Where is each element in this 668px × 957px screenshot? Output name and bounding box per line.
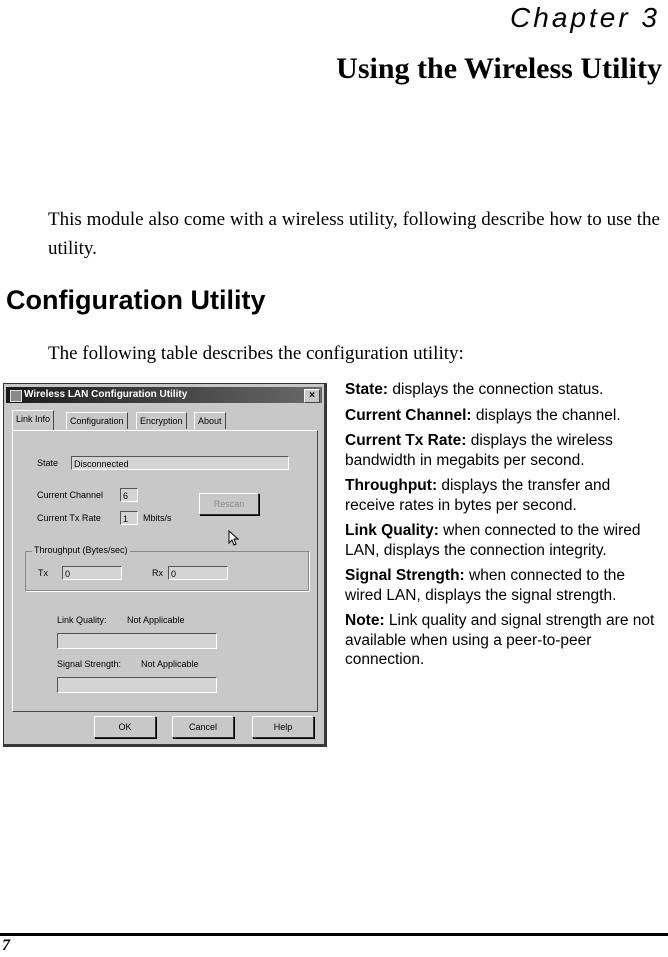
dialog-title: Wireless LAN Configuration Utility [24,389,188,400]
channel-label: Current Channel [37,490,104,500]
help-button[interactable]: Help [252,716,314,738]
link-quality-label: Link Quality: [57,615,107,625]
ok-button[interactable]: OK [94,716,156,738]
signal-strength-bar [57,677,217,693]
mouse-cursor-icon [228,530,240,546]
desc-current-tx-rate: Current Tx Rate: displays the wireless bandwidth in megabits per second. [345,432,613,469]
throughput-group [25,545,309,591]
chapter-label: Chapter 3 [510,2,660,33]
rx-field: 0 [168,566,228,580]
desc-link-quality: Link Quality: when connected to the wired LAN, displays the connection integrity. [345,522,641,559]
channel-field: 6 [120,488,138,502]
link-quality-value: Not Applicable [127,615,185,625]
section-description: The following table describes the configuration utility: [48,343,464,364]
link-info-panel [12,430,318,712]
signal-strength-value: Not Applicable [141,659,199,669]
field-descriptions [345,380,663,676]
tx-label: Tx [38,568,48,578]
desc-throughput: Throughput: displays the transfer and receive rates in bytes per second. [345,477,611,514]
footer-rule [0,933,668,936]
tx-rate-label: Current Tx Rate [37,513,101,523]
tx-rate-field: 1 [120,511,138,525]
throughput-label: Throughput (Bytes/sec) [34,545,128,555]
signal-strength-label: Signal Strength: [57,659,122,669]
intro-paragraph: This module also come with a wireless utility, following describe how to use the utility. [48,209,660,259]
desc-current-channel: Current Channel: displays the channel. [345,406,621,424]
dialog-titlebar [6,387,322,403]
cancel-button[interactable]: Cancel [172,716,234,738]
state-field: Disconnected [71,456,289,470]
tab-configuration[interactable]: Configuration [66,412,128,429]
tab-link-info[interactable]: Link Info [12,410,54,430]
rescan-button[interactable]: Rescan [199,493,259,515]
desc-state: State: displays the connection status. [345,381,604,398]
tx-field: 0 [62,566,122,580]
rx-label: Rx [152,568,163,578]
tx-rate-unit: Mbits/s [143,513,172,523]
close-button[interactable]: × [304,389,320,403]
page-number: 7 [2,937,10,954]
state-label: State [37,458,59,468]
tab-about[interactable]: About [194,412,226,429]
link-quality-bar [57,633,217,649]
desc-note: Note: Link quality and signal strength are not available when using a peer-to-peer connection. [345,612,655,668]
desc-signal-strength: Signal Strength: when connected to the wired LAN, displays the signal strength. [345,567,625,604]
tab-encryption[interactable]: Encryption [136,412,187,429]
section-heading: Configuration Utility [6,285,266,315]
page-title: Using the Wireless Utility [336,52,662,85]
app-icon [10,390,22,402]
utility-screenshot [3,383,327,747]
